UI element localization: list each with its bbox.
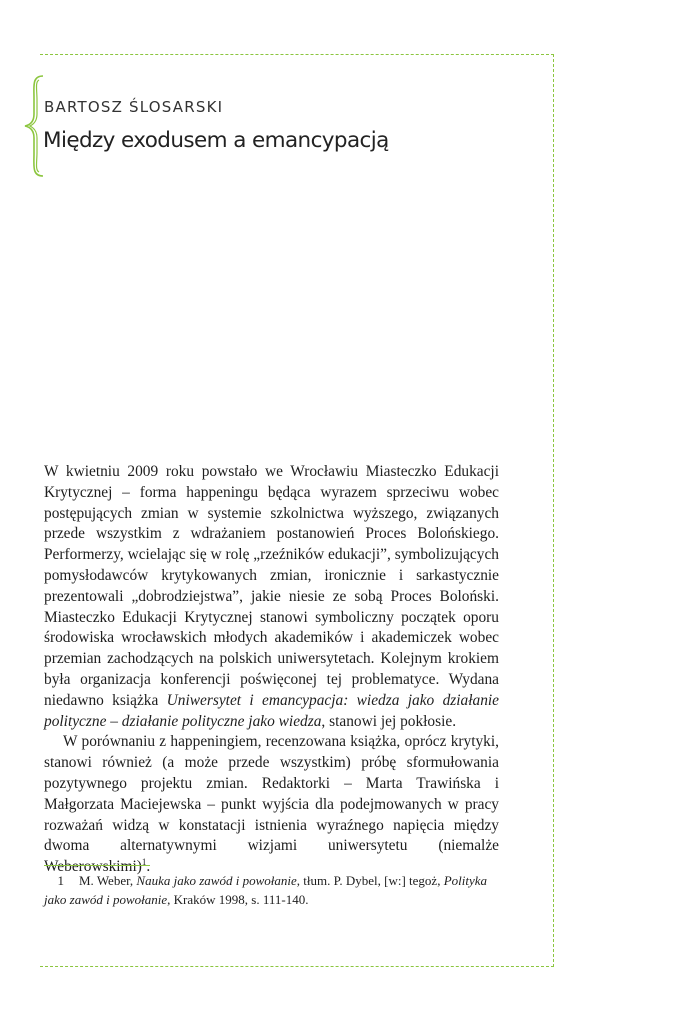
article-body <box>44 462 499 878</box>
body-paragraph-2 <box>44 732 499 878</box>
footnote-text-2: , tłum. P. Dybel, [w:] tegoż, <box>296 873 444 888</box>
article-title: Między exodusem a emancypacją <box>43 128 389 153</box>
footnote-number: 1 <box>57 873 64 888</box>
footnote-divider <box>44 865 150 866</box>
paragraph-2-text-end: . <box>146 858 151 876</box>
footnote-title-1: Nauka jako zawód i powołanie <box>136 873 297 888</box>
footnote-title-2: Polityka jako zawód i powołanie <box>44 873 488 907</box>
paragraph-1-text: W kwietniu 2009 roku powstało we Wrocławiu Miasteczko Edukacji Krytycznej – forma happeningu będąca wyrazem sprzeciwu wobec postępujących zmian w systemie szkolnictwa wyższego, związanych przede wszystkim z wdrażaniem postanowień Proces Bolońskiego. Performerzy, wcielając się w rolę „rzeźników edukacji”, symbolizujących pomysłodawców krytykowanych zmian, ironicznie i sarkastycznie prezentowali „dobrodziejstwa”, jakie niesie ze sobą Proces Boloński. Miasteczko Edukacji Krytycznej stanowi symboliczny początek oporu środowiska wrocławskich młodych akademików i akademiczek wobec przemian zachodzących na polskich uniwersytetach. Kolejnym krokiem była organizacja konferencji poświęconej tej problematyce. Wydana niedawno książka <box>44 463 499 709</box>
paragraph-2-text: W porównaniu z happeningiem, recenzowana książka, oprócz krytyki, stanowi również (a może przede wszystkim) próbę sformułowania pozytywnego projektu zmian. Redaktorki – Marta Trawińska i Małgorzata Maciejewska – punkt wyjścia dla podejmowanych w pracy rozważań widzą w konstatacji istnienia wyraźnego napięcia między dwoma alternatywnymi wizjami uniwersytetu (niemalże Weberowskimi) <box>44 733 499 876</box>
body-paragraph-1 <box>44 462 499 732</box>
curly-brace-icon <box>22 74 46 178</box>
paragraph-1-text-end: , stanowi jej pokłosie. <box>321 712 457 730</box>
footnote-reference[interactable]: 1 <box>141 857 147 868</box>
article-author: BARTOSZ ŚLOSARSKI <box>44 98 224 116</box>
footnote-text-3: , Kraków 1998, s. 111-140. <box>167 892 309 907</box>
footnote <box>44 871 499 909</box>
footnote-text: M. Weber, <box>79 873 137 888</box>
book-title: Uniwersytet i emancypacja: wiedza jako działanie polityczne – działanie polityczne jako wiedza <box>44 691 500 730</box>
